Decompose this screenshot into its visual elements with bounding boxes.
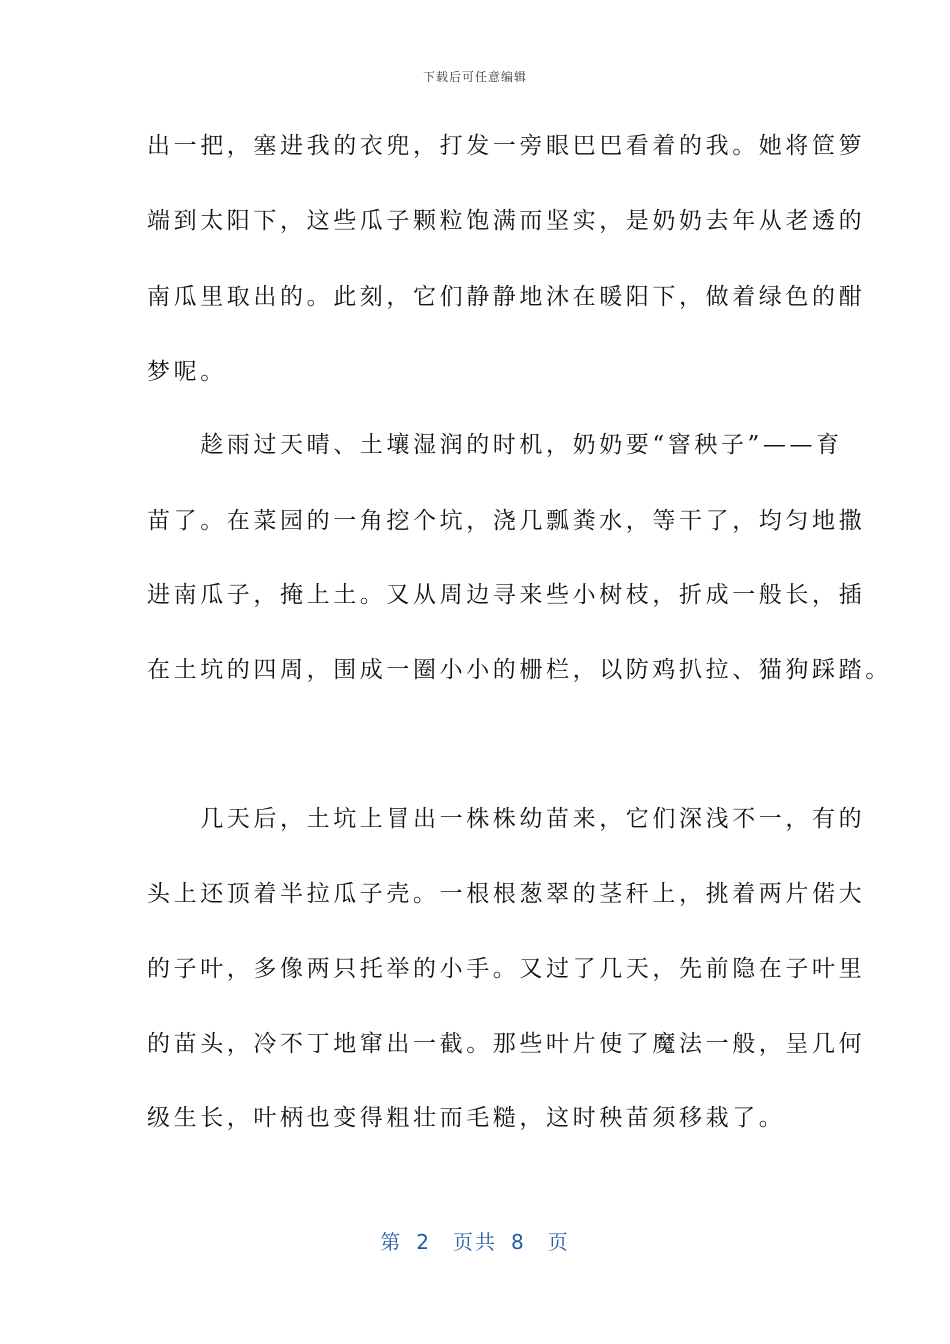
- text-line: 苗了。在菜园的一角挖个坑，浇几瓢粪水，等干了，均匀地撒: [147, 508, 866, 534]
- page-footer: [0, 1226, 950, 1255]
- text-line: 趁雨过天晴、土壤湿润的时机，奶奶要“窨秧子”——育: [147, 432, 843, 458]
- text-line: 级生长，叶柄也变得粗壮而毛糙，这时秧苗须移栽了。: [147, 1105, 786, 1131]
- page-suffix: 页: [547, 1230, 570, 1254]
- page-number: 2: [416, 1230, 431, 1254]
- text-line: 在土坑的四周，围成一圈小小的栅栏，以防鸡扒拉、猫狗踩踏。: [147, 657, 892, 683]
- text-line: 端到太阳下，这些瓜子颗粒饱满而坚实，是奶奶去年从老透的: [147, 208, 866, 234]
- total-label: 页共: [453, 1230, 497, 1254]
- text-line: 几天后，土坑上冒出一株株幼苗来，它们深浅不一，有的: [147, 806, 866, 832]
- total-pages: 8: [511, 1230, 526, 1254]
- text-line: 出一把，塞进我的衣兜，打发一旁眼巴巴看着的我。她将笸箩: [147, 133, 866, 159]
- text-line: 的子叶，多像两只托举的小手。又过了几天，先前隐在子叶里: [147, 956, 866, 982]
- page-header: 下载后可任意编辑: [422, 70, 527, 84]
- page-label: 第: [380, 1230, 403, 1254]
- text-line: 头上还顶着半拉瓜子壳。一根根葱翠的茎秆上，挑着两片偌大: [147, 881, 866, 907]
- text-line: 的苗头，冷不丁地窜出一截。那些叶片使了魔法一般，呈几何: [147, 1031, 866, 1057]
- text-line: 梦呢。: [147, 359, 227, 385]
- text-line: 南瓜里取出的。此刻，它们静静地沐在暖阳下，做着绿色的酣: [147, 284, 866, 310]
- text-line: 进南瓜子，掩上土。又从周边寻来些小树枝，折成一般长，插: [147, 582, 866, 608]
